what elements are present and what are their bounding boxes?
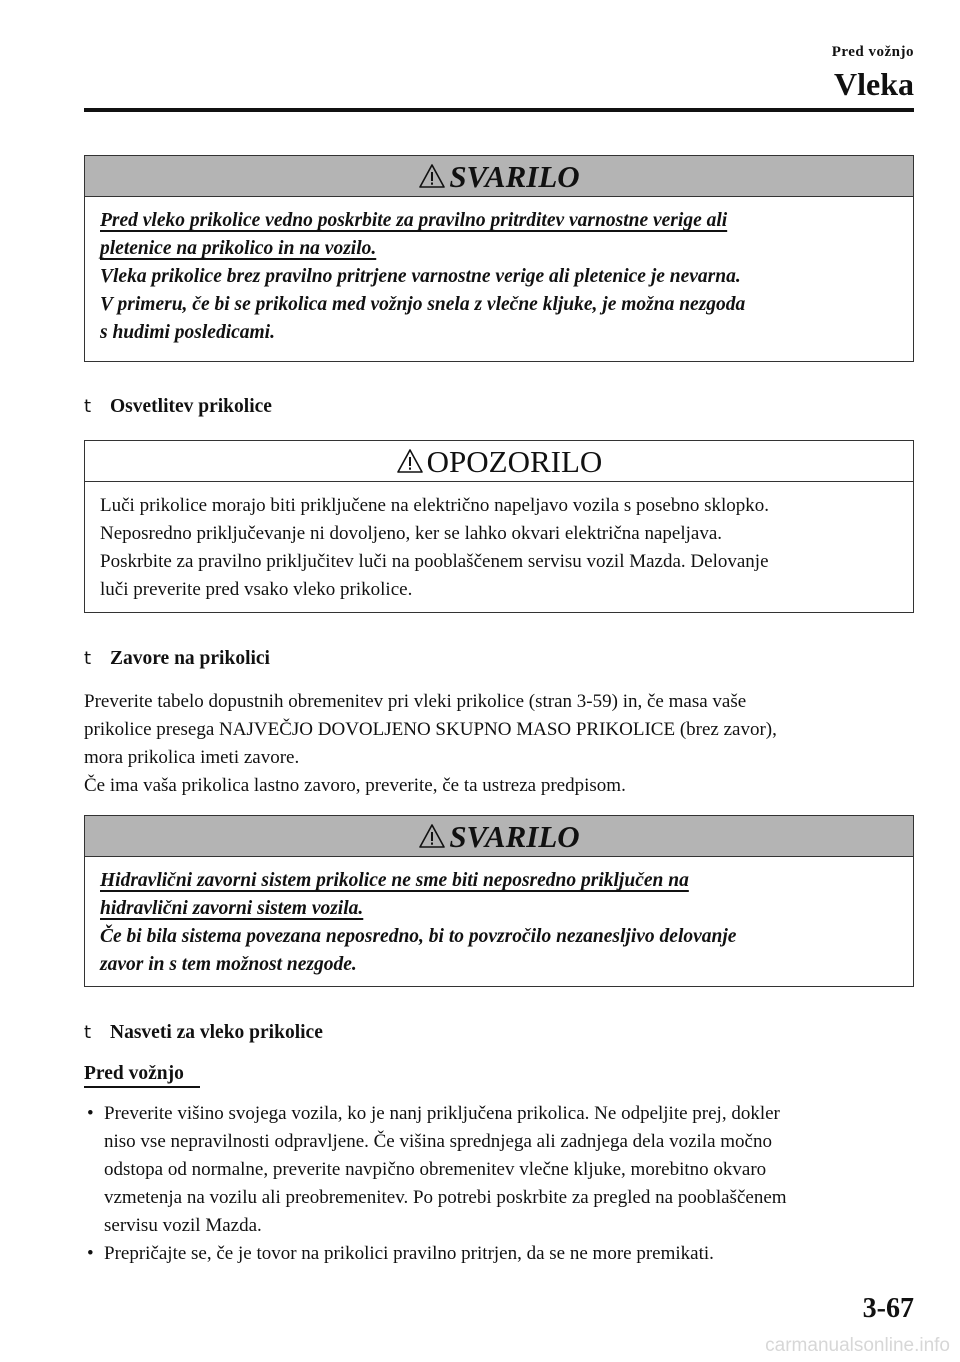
section-heading-trailer-lights — [84, 396, 272, 418]
section-marker-icon: t — [84, 648, 92, 669]
danger-box-header — [85, 156, 913, 197]
bullet-line: vzmetenja na vozilu ali preobremenitev. Po potrebi poskrbite za pregled na pooblaščenem — [104, 1187, 787, 1208]
bullet-line: odstopa od normalne, preverite navpično obremenitev vlečne kljuke, morebitno okvaro — [104, 1159, 767, 1180]
danger-text-line: s hudimi posledicami. — [100, 322, 275, 343]
danger-text-line: Če bi bila sistema povezana neposredno, bi to povzročilo nezanesljivo delovanje — [100, 926, 737, 947]
danger-text-line: hidravlični zavorni sistem vozila. — [100, 898, 364, 919]
section-marker-icon: t — [84, 1022, 92, 1043]
trailer-brakes-paragraph — [84, 688, 914, 800]
warning-label: OPOZORILO — [426, 443, 603, 479]
warning-text-line: luči preverite pred vsako vleko prikolice. — [100, 579, 413, 600]
danger-box-safety-chain — [84, 155, 914, 362]
tips-bullet-list — [84, 1100, 914, 1268]
paragraph-line: prikolice presega NAJVEČJO DOVOLJENO SKUPNO MASO PRIKOLICE (brez zavor), — [84, 719, 777, 740]
danger-text-line: Hidravlični zavorni sistem prikolice ne sme biti neposredno priključen na — [100, 870, 689, 891]
danger-box-body — [85, 857, 913, 991]
danger-text-line: pletenice na prikolico in na vozilo. — [100, 238, 377, 259]
paragraph-line: mora prikolica imeti zavore. — [84, 747, 300, 768]
warning-text-line: Poskrbite za pravilno priključitev luči na pooblaščenem servisu vozil Mazda. Delovanje — [100, 551, 769, 572]
watermark-text: carmanualsonline.info — [765, 1335, 950, 1356]
warning-triangle-icon — [396, 448, 424, 474]
header-section-label: Pred vožnjo — [831, 44, 914, 60]
page-number: 3-67 — [862, 1293, 914, 1324]
page-title: Vleka — [834, 66, 914, 102]
section-heading-towing-tips — [84, 1022, 323, 1044]
warning-box-header — [85, 441, 913, 482]
bullet-icon: • — [87, 1103, 94, 1124]
danger-label: SVARILO — [449, 158, 580, 194]
danger-box-hydraulic-brakes — [84, 815, 914, 987]
section-title: Osvetlitev prikolice — [110, 396, 272, 417]
danger-text-line: Pred vleko prikolice vedno poskrbite za pravilno pritrditev varnostne verige ali — [100, 210, 728, 231]
bullet-line: Preverite višino svojega vozila, ko je nanj priključena prikolica. Ne odpeljite prej, dokler — [104, 1103, 780, 1124]
bullet-line: niso vse nepravilnosti odpravljene. Če višina sprednjega ali zadnjega dela vozila močno — [104, 1131, 772, 1152]
subheading-before-driving: Pred vožnjo — [84, 1063, 184, 1084]
section-marker-icon: t — [84, 396, 92, 417]
subheading-underline — [84, 1086, 200, 1088]
section-title: Nasveti za vleko prikolice — [110, 1022, 323, 1043]
danger-box-header — [85, 816, 913, 857]
warning-text-line: Neposredno priključevanje ni dovoljeno, ker se lahko okvari električna napeljava. — [100, 523, 723, 544]
warning-triangle-icon — [418, 163, 446, 189]
warning-text-line: Luči prikolice morajo biti priključene na električno napeljavo vozila s posebno sklopko. — [100, 495, 770, 516]
section-title: Zavore na prikolici — [110, 648, 270, 669]
danger-label: SVARILO — [449, 818, 580, 854]
list-item — [84, 1100, 914, 1240]
danger-text-line: V primeru, če bi se prikolica med vožnjo snela z vlečne kljuke, je možna nezgoda — [100, 294, 746, 315]
danger-box-body — [85, 197, 913, 359]
bullet-icon: • — [87, 1243, 94, 1264]
danger-text-line: zavor in s tem možnost nezgode. — [100, 954, 357, 975]
section-heading-trailer-brakes — [84, 648, 270, 670]
warning-box-body — [85, 482, 913, 616]
header-divider — [84, 108, 914, 112]
bullet-line: Prepričajte se, če je tovor na prikolici pravilno pritrjen, da se ne more premikati. — [104, 1243, 714, 1264]
list-item — [84, 1240, 914, 1268]
paragraph-line: Preverite tabelo dopustnih obremenitev pri vleki prikolice (stran 3-59) in, če masa vaše — [84, 691, 747, 712]
danger-text-line: Vleka prikolice brez pravilno pritrjene varnostne verige ali pletenice je nevarna. — [100, 266, 741, 287]
warning-triangle-icon — [418, 823, 446, 849]
paragraph-line: Če ima vaša prikolica lastno zavoro, preverite, če ta ustreza predpisom. — [84, 775, 626, 796]
bullet-line: servisu vozil Mazda. — [104, 1215, 262, 1236]
warning-box-trailer-lights — [84, 440, 914, 613]
